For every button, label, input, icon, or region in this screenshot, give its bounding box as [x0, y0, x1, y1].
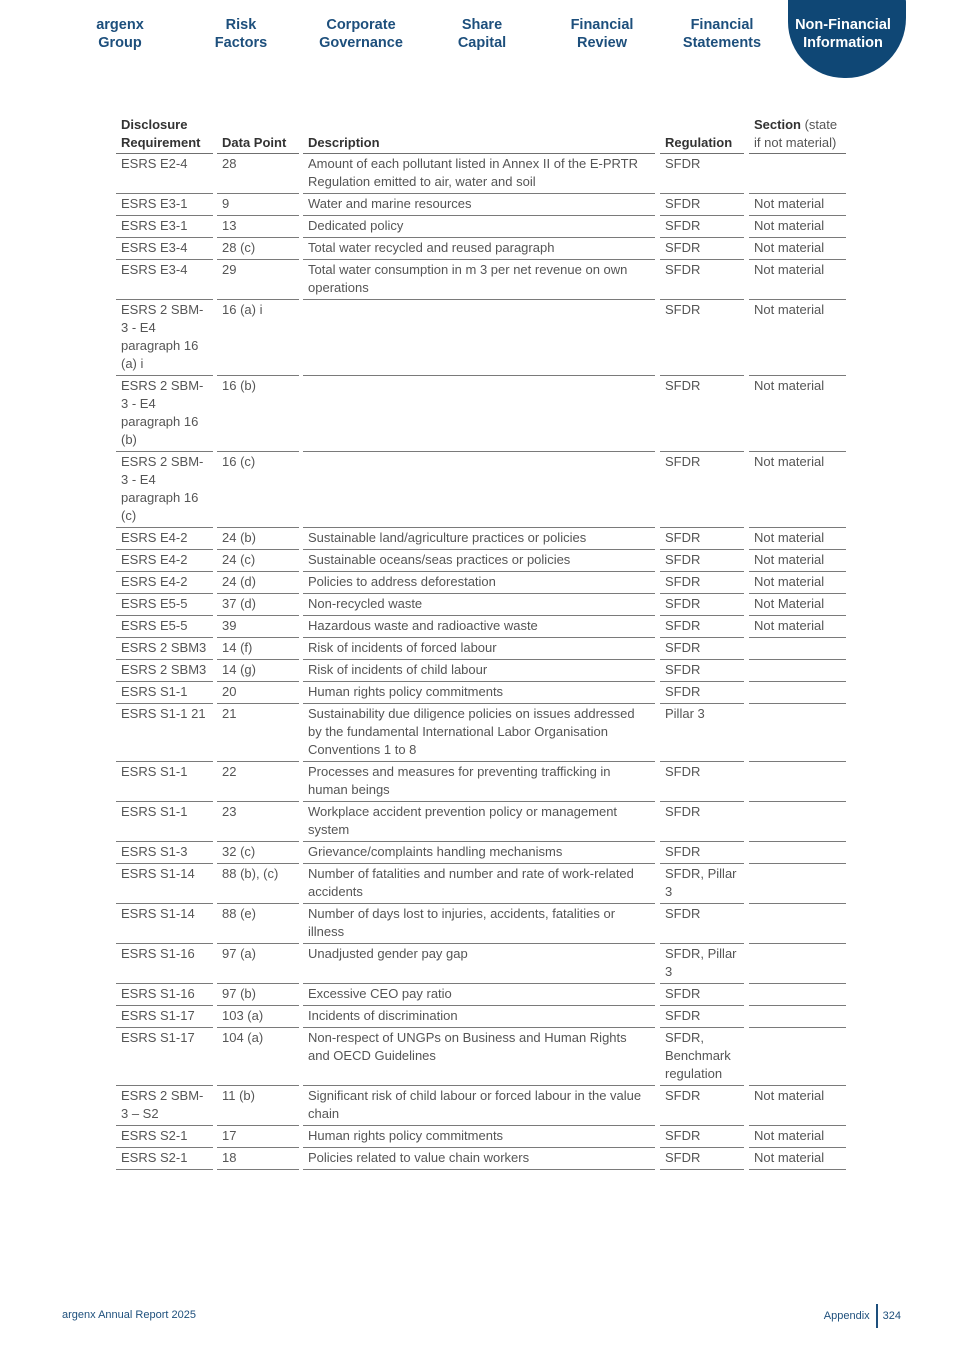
cell-data-point: 88 (b), (c) — [217, 864, 299, 904]
cell-regulation: Pillar 3 — [660, 704, 744, 762]
header-regulation: Regulation — [660, 116, 744, 154]
cell-disclosure-requirement: ESRS E3-1 — [116, 216, 213, 238]
table-row — [116, 550, 846, 572]
cell-section — [749, 154, 846, 194]
cell-data-point: 39 — [217, 616, 299, 638]
cell-regulation: SFDR — [660, 572, 744, 594]
table-row — [116, 904, 846, 944]
cell-regulation: SFDR — [660, 216, 744, 238]
cell-description: Water and marine resources — [303, 194, 655, 216]
cell-data-point: 37 (d) — [217, 594, 299, 616]
cell-description: Dedicated policy — [303, 216, 655, 238]
cell-description: Total water consumption in m 3 per net revenue on own operations — [303, 260, 655, 300]
cell-section — [749, 864, 846, 904]
cell-regulation: SFDR — [660, 154, 744, 194]
cell-data-point: 28 (c) — [217, 238, 299, 260]
cell-description: Total water recycled and reused paragraph — [303, 238, 655, 260]
table-row — [116, 452, 846, 528]
cell-data-point: 24 (b) — [217, 528, 299, 550]
cell-data-point: 97 (b) — [217, 984, 299, 1006]
cell-section — [749, 802, 846, 842]
cell-disclosure-requirement: ESRS E5-5 — [116, 616, 213, 638]
cell-data-point: 23 — [217, 802, 299, 842]
cell-disclosure-requirement: ESRS S1-14 — [116, 864, 213, 904]
nav-label-line1: Financial — [570, 17, 634, 33]
nav-argenx-group[interactable] — [60, 16, 180, 52]
cell-description: Significant risk of child labour or forced labour in the value chain — [303, 1086, 655, 1126]
nav-label-line1: Share — [461, 17, 503, 33]
cell-section: Not material — [749, 260, 846, 300]
cell-disclosure-requirement: ESRS E4-2 — [116, 550, 213, 572]
cell-data-point: 14 (f) — [217, 638, 299, 660]
nav-corporate-governance[interactable] — [301, 16, 421, 52]
cell-regulation: SFDR — [660, 682, 744, 704]
cell-description: Sustainable oceans/seas practices or policies — [303, 550, 655, 572]
cell-section: Not material — [749, 238, 846, 260]
cell-disclosure-requirement: ESRS S1-16 — [116, 984, 213, 1006]
cell-data-point: 16 (b) — [217, 376, 299, 452]
cell-description: Amount of each pollutant listed in Annex II of the E-PRTR Regulation emitted to air, water and soil — [303, 154, 655, 194]
nav-label-line2: Statements — [682, 35, 762, 51]
cell-regulation: SFDR, Pillar 3 — [660, 864, 744, 904]
cell-disclosure-requirement: ESRS S1-1 21 — [116, 704, 213, 762]
cell-section — [749, 1028, 846, 1086]
cell-description: Processes and measures for preventing trafficking in human beings — [303, 762, 655, 802]
cell-section — [749, 682, 846, 704]
cell-description: Excessive CEO pay ratio — [303, 984, 655, 1006]
cell-regulation: SFDR, Pillar 3 — [660, 944, 744, 984]
nav-risk-factors[interactable] — [181, 16, 301, 52]
cell-section — [749, 842, 846, 864]
cell-description: Human rights policy commitments — [303, 1126, 655, 1148]
cell-data-point: 11 (b) — [217, 1086, 299, 1126]
cell-regulation: SFDR — [660, 528, 744, 550]
cell-data-point: 29 — [217, 260, 299, 300]
cell-section: Not material — [749, 194, 846, 216]
cell-regulation: SFDR — [660, 638, 744, 660]
footer-report-title: argenx Annual Report 2025 — [62, 1309, 196, 1321]
cell-disclosure-requirement: ESRS 2 SBM-3 - E4 paragraph 16 (b) — [116, 376, 213, 452]
cell-disclosure-requirement: ESRS E4-2 — [116, 528, 213, 550]
cell-section: Not material — [749, 550, 846, 572]
table-row — [116, 154, 846, 194]
cell-description: Non-respect of UNGPs on Business and Human Rights and OECD Guidelines — [303, 1028, 655, 1086]
table-row — [116, 1006, 846, 1028]
cell-regulation: SFDR — [660, 1126, 744, 1148]
cell-regulation: SFDR — [660, 842, 744, 864]
cell-data-point: 16 (a) i — [217, 300, 299, 376]
header-description: Description — [303, 116, 655, 154]
cell-regulation: SFDR — [660, 616, 744, 638]
cell-data-point: 32 (c) — [217, 842, 299, 864]
table-body — [116, 154, 846, 1170]
nav-label-line1: Non-Financial — [795, 17, 891, 33]
cell-disclosure-requirement: ESRS E5-5 — [116, 594, 213, 616]
cell-description — [303, 300, 655, 376]
cell-description: Number of fatalities and number and rate of work-related accidents — [303, 864, 655, 904]
cell-regulation: SFDR — [660, 1086, 744, 1126]
cell-regulation: SFDR — [660, 452, 744, 528]
cell-section: Not Material — [749, 594, 846, 616]
cell-data-point: 24 (c) — [217, 550, 299, 572]
cell-disclosure-requirement: ESRS E4-2 — [116, 572, 213, 594]
cell-data-point: 17 — [217, 1126, 299, 1148]
cell-disclosure-requirement: ESRS S1-3 — [116, 842, 213, 864]
header-disclosure-requirement: Disclosure Requirement — [116, 116, 213, 154]
cell-description: Sustainable land/agriculture practices or policies — [303, 528, 655, 550]
cell-disclosure-requirement: ESRS 2 SBM3 — [116, 660, 213, 682]
cell-data-point: 104 (a) — [217, 1028, 299, 1086]
table-row — [116, 194, 846, 216]
cell-section: Not material — [749, 376, 846, 452]
table-row — [116, 528, 846, 550]
cell-disclosure-requirement: ESRS E2-4 — [116, 154, 213, 194]
table-row — [116, 260, 846, 300]
cell-description: Grievance/complaints handling mechanisms — [303, 842, 655, 864]
cell-disclosure-requirement: ESRS 2 SBM3 — [116, 638, 213, 660]
nav-label-line1: Corporate — [326, 17, 396, 33]
cell-regulation: SFDR — [660, 260, 744, 300]
cell-data-point: 103 (a) — [217, 1006, 299, 1028]
cell-disclosure-requirement: ESRS S1-16 — [116, 944, 213, 984]
nav-label-line2: Capital — [457, 35, 507, 51]
cell-section: Not material — [749, 1126, 846, 1148]
cell-data-point: 24 (d) — [217, 572, 299, 594]
cell-section: Not material — [749, 572, 846, 594]
table-row — [116, 376, 846, 452]
cell-description: Number of days lost to injuries, accidents, fatalities or illness — [303, 904, 655, 944]
cell-regulation: SFDR — [660, 238, 744, 260]
cell-data-point: 16 (c) — [217, 452, 299, 528]
cell-description: Sustainability due diligence policies on issues addressed by the fundamental International Labor Organisation Conventions 1 to 8 — [303, 704, 655, 762]
nav-financial-review[interactable] — [542, 16, 662, 52]
footer-section-name[interactable]: Appendix — [823, 1310, 870, 1322]
cell-description: Workplace accident prevention policy or management system — [303, 802, 655, 842]
cell-disclosure-requirement: ESRS 2 SBM-3 – S2 — [116, 1086, 213, 1126]
cell-regulation: SFDR — [660, 550, 744, 572]
cell-disclosure-requirement: ESRS 2 SBM-3 - E4 paragraph 16 (c) — [116, 452, 213, 528]
cell-disclosure-requirement: ESRS S1-1 — [116, 762, 213, 802]
table-row — [116, 802, 846, 842]
cell-section: Not material — [749, 1148, 846, 1170]
nav-non-financial-information[interactable] — [783, 16, 903, 52]
cell-data-point: 22 — [217, 762, 299, 802]
cell-regulation: SFDR — [660, 802, 744, 842]
table-row — [116, 1086, 846, 1126]
cell-disclosure-requirement: ESRS E3-1 — [116, 194, 213, 216]
cell-disclosure-requirement: ESRS S1-14 — [116, 904, 213, 944]
cell-section — [749, 1006, 846, 1028]
cell-regulation: SFDR — [660, 1006, 744, 1028]
footer-page-number: 324 — [882, 1310, 901, 1322]
cell-description: Incidents of discrimination — [303, 1006, 655, 1028]
cell-section — [749, 704, 846, 762]
table-row — [116, 1126, 846, 1148]
cell-disclosure-requirement: ESRS S2-1 — [116, 1126, 213, 1148]
cell-disclosure-requirement: ESRS E3-4 — [116, 238, 213, 260]
cell-disclosure-requirement: ESRS S2-1 — [116, 1148, 213, 1170]
cell-section — [749, 638, 846, 660]
cell-regulation: SFDR — [660, 984, 744, 1006]
table-row — [116, 704, 846, 762]
table-row — [116, 1148, 846, 1170]
table-row — [116, 842, 846, 864]
header-section: Section (state if not material) — [749, 116, 846, 154]
cell-disclosure-requirement: ESRS S1-17 — [116, 1028, 213, 1086]
nav-label-line1: Risk — [225, 17, 257, 33]
cell-section: Not material — [749, 528, 846, 550]
table-row — [116, 238, 846, 260]
cell-regulation: SFDR — [660, 594, 744, 616]
nav-label-line1: Financial — [690, 17, 754, 33]
cell-section — [749, 984, 846, 1006]
cell-regulation: SFDR — [660, 1148, 744, 1170]
table-row — [116, 762, 846, 802]
cell-data-point: 97 (a) — [217, 944, 299, 984]
cell-regulation: SFDR — [660, 660, 744, 682]
cell-description — [303, 452, 655, 528]
nav-financial-statements[interactable] — [662, 16, 782, 52]
table-row — [116, 638, 846, 660]
cell-data-point: 14 (g) — [217, 660, 299, 682]
cell-section: Not material — [749, 1086, 846, 1126]
table-row — [116, 594, 846, 616]
table-header-row — [116, 116, 846, 154]
nav-share-capital[interactable] — [422, 16, 542, 52]
cell-disclosure-requirement: ESRS S1-17 — [116, 1006, 213, 1028]
table-row — [116, 660, 846, 682]
cell-data-point: 20 — [217, 682, 299, 704]
cell-data-point: 88 (e) — [217, 904, 299, 944]
cell-data-point: 13 — [217, 216, 299, 238]
cell-section: Not material — [749, 300, 846, 376]
nav-label-line2: Factors — [214, 35, 268, 51]
table-row — [116, 682, 846, 704]
table-row — [116, 616, 846, 638]
table-row — [116, 572, 846, 594]
cell-disclosure-requirement: ESRS 2 SBM-3 - E4 paragraph 16 (a) i — [116, 300, 213, 376]
cell-section: Not material — [749, 216, 846, 238]
datapoints-table — [116, 116, 846, 1170]
cell-data-point: 28 — [217, 154, 299, 194]
cell-regulation: SFDR — [660, 376, 744, 452]
nav-label-line2: Governance — [319, 35, 403, 51]
cell-data-point: 9 — [217, 194, 299, 216]
cell-disclosure-requirement: ESRS S1-1 — [116, 802, 213, 842]
table-row — [116, 300, 846, 376]
nav-label-line2: Review — [577, 35, 627, 51]
cell-description: Unadjusted gender pay gap — [303, 944, 655, 984]
cell-description: Risk of incidents of child labour — [303, 660, 655, 682]
cell-description: Policies related to value chain workers — [303, 1148, 655, 1170]
cell-regulation: SFDR — [660, 300, 744, 376]
cell-description: Policies to address deforestation — [303, 572, 655, 594]
cell-disclosure-requirement: ESRS S1-1 — [116, 682, 213, 704]
header-data-point: Data Point — [217, 116, 299, 154]
cell-regulation: SFDR — [660, 762, 744, 802]
nav-label-line2: Group — [98, 35, 142, 51]
table-row — [116, 216, 846, 238]
cell-section: Not material — [749, 616, 846, 638]
table-row — [116, 1028, 846, 1086]
nav-label-line1: argenx — [96, 17, 144, 33]
cell-section — [749, 660, 846, 682]
footer-pagination — [824, 1304, 901, 1328]
cell-section — [749, 762, 846, 802]
cell-regulation: SFDR, Benchmark regulation — [660, 1028, 744, 1086]
cell-section — [749, 904, 846, 944]
cell-description: Risk of incidents of forced labour — [303, 638, 655, 660]
footer-separator — [876, 1304, 878, 1328]
table-row — [116, 984, 846, 1006]
cell-section — [749, 944, 846, 984]
table-row — [116, 864, 846, 904]
cell-description — [303, 376, 655, 452]
nav-label-line2: Information — [803, 35, 883, 51]
cell-description: Hazardous waste and radioactive waste — [303, 616, 655, 638]
top-nav — [60, 0, 908, 80]
cell-data-point: 21 — [217, 704, 299, 762]
cell-section: Not material — [749, 452, 846, 528]
cell-data-point: 18 — [217, 1148, 299, 1170]
table-row — [116, 944, 846, 984]
cell-description: Human rights policy commitments — [303, 682, 655, 704]
cell-description: Non-recycled waste — [303, 594, 655, 616]
cell-regulation: SFDR — [660, 194, 744, 216]
cell-regulation: SFDR — [660, 904, 744, 944]
cell-disclosure-requirement: ESRS E3-4 — [116, 260, 213, 300]
